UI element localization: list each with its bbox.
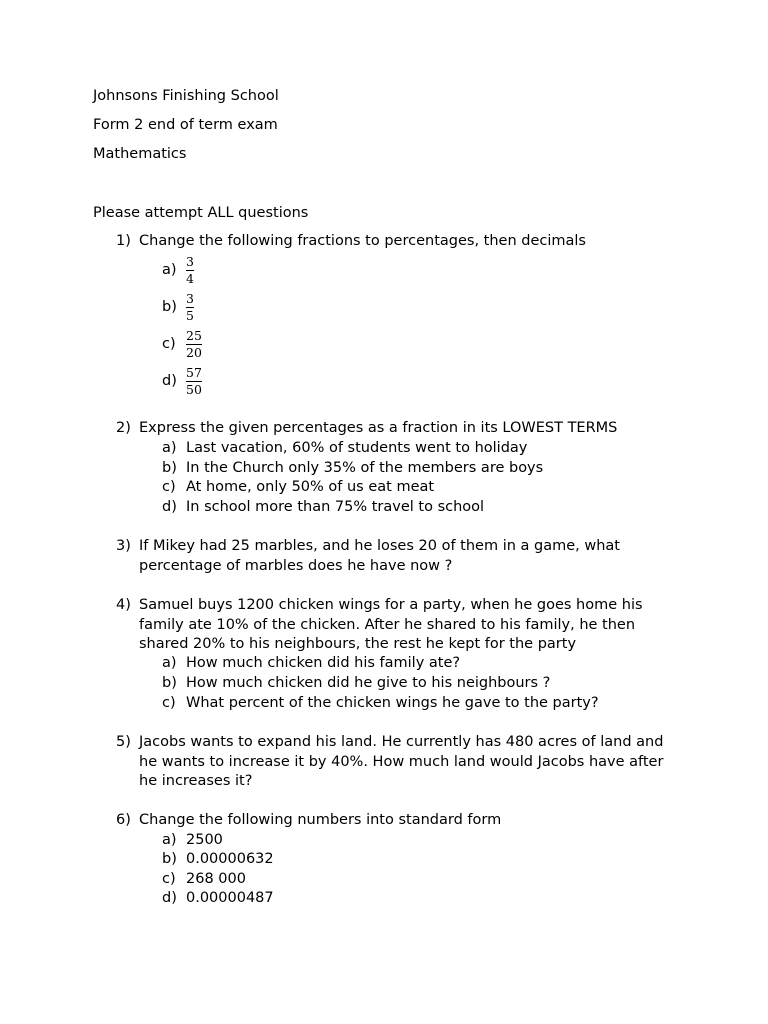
list-item <box>162 439 527 459</box>
numerator: 25 <box>186 328 202 343</box>
item-label: a) <box>162 262 177 278</box>
item-label: b) <box>162 675 177 691</box>
item-text: How much chicken did he give to his neighbours ? <box>186 675 551 691</box>
item-text: 268 000 <box>186 871 246 887</box>
item-label: c) <box>162 479 176 495</box>
item-text: In the Church only 35% of the members are boys <box>186 460 544 476</box>
question-text: Samuel buys 1200 chicken wings for a party, when he goes home his family ate 10% of the chicken. After he shared to his family, he then shared 20% to his neighbours, the rest he kept for the party <box>139 597 643 653</box>
question-text: Change the following numbers into standard form <box>139 812 502 828</box>
school-name: Johnsons Finishing School <box>93 88 279 104</box>
question-text: Express the given percentages as a fraction in its LOWEST TERMS <box>139 420 618 436</box>
item-label: c) <box>162 871 176 887</box>
question-text: If Mikey had 25 marbles, and he loses 20 of them in a game, what percentage of marbles does he have now ? <box>139 538 620 574</box>
list-item <box>162 850 274 870</box>
fraction <box>186 254 194 286</box>
item-label: c) <box>162 695 176 711</box>
denominator: 20 <box>186 345 202 360</box>
item-text: 2500 <box>186 832 223 848</box>
list-item <box>162 889 274 909</box>
list-item <box>162 654 460 674</box>
question-number: 2) <box>116 420 131 436</box>
item-label: a) <box>162 655 177 671</box>
subject-title: Mathematics <box>93 146 187 162</box>
question-5 <box>116 733 674 792</box>
question-number: 4) <box>116 597 131 613</box>
item-text: At home, only 50% of us eat meat <box>186 479 435 495</box>
numerator: 3 <box>186 254 194 269</box>
question-number: 3) <box>116 538 131 554</box>
question-3 <box>116 537 674 576</box>
numerator: 57 <box>186 365 202 380</box>
question-number: 6) <box>116 812 131 828</box>
list-item <box>162 459 543 479</box>
question-text: Jacobs wants to expand his land. He currently has 480 acres of land and he wants to increase it by 40%. How much land would Jacobs have after he increases it? <box>139 734 664 790</box>
item-text: How much chicken did his family ate? <box>186 655 461 671</box>
item-text: 0.00000487 <box>186 890 274 906</box>
item-text: 0.00000632 <box>186 851 274 867</box>
exam-title: Form 2 end of term exam <box>93 117 278 133</box>
list-item <box>162 694 599 714</box>
item-label: d) <box>162 499 177 515</box>
fraction <box>186 365 202 397</box>
item-label: d) <box>162 890 177 906</box>
question-number: 1) <box>116 233 131 249</box>
item-label: b) <box>162 299 177 315</box>
item-label: c) <box>162 336 176 352</box>
list-item <box>162 674 550 694</box>
list-item <box>162 831 223 851</box>
list-item <box>162 498 484 518</box>
list-item <box>162 870 246 890</box>
item-label: a) <box>162 440 177 456</box>
numerator: 3 <box>186 291 194 306</box>
item-text: Last vacation, 60% of students went to holiday <box>186 440 528 456</box>
question-text: Change the following fractions to percentages, then decimals <box>139 233 586 249</box>
question-1 <box>116 232 674 252</box>
list-item <box>162 478 434 498</box>
question-6 <box>116 811 674 831</box>
item-label: b) <box>162 851 177 867</box>
item-text: What percent of the chicken wings he gave to the party? <box>186 695 599 711</box>
fraction <box>186 328 202 360</box>
question-2 <box>116 419 674 439</box>
item-label: a) <box>162 832 177 848</box>
fraction <box>186 291 194 323</box>
instruction-text: Please attempt ALL questions <box>93 205 309 221</box>
denominator: 4 <box>186 271 194 286</box>
question-number: 5) <box>116 734 131 750</box>
item-text: In school more than 75% travel to school <box>186 499 485 515</box>
denominator: 50 <box>186 382 202 397</box>
item-label: d) <box>162 373 177 389</box>
item-label: b) <box>162 460 177 476</box>
question-4 <box>116 596 674 655</box>
denominator: 5 <box>186 308 194 323</box>
